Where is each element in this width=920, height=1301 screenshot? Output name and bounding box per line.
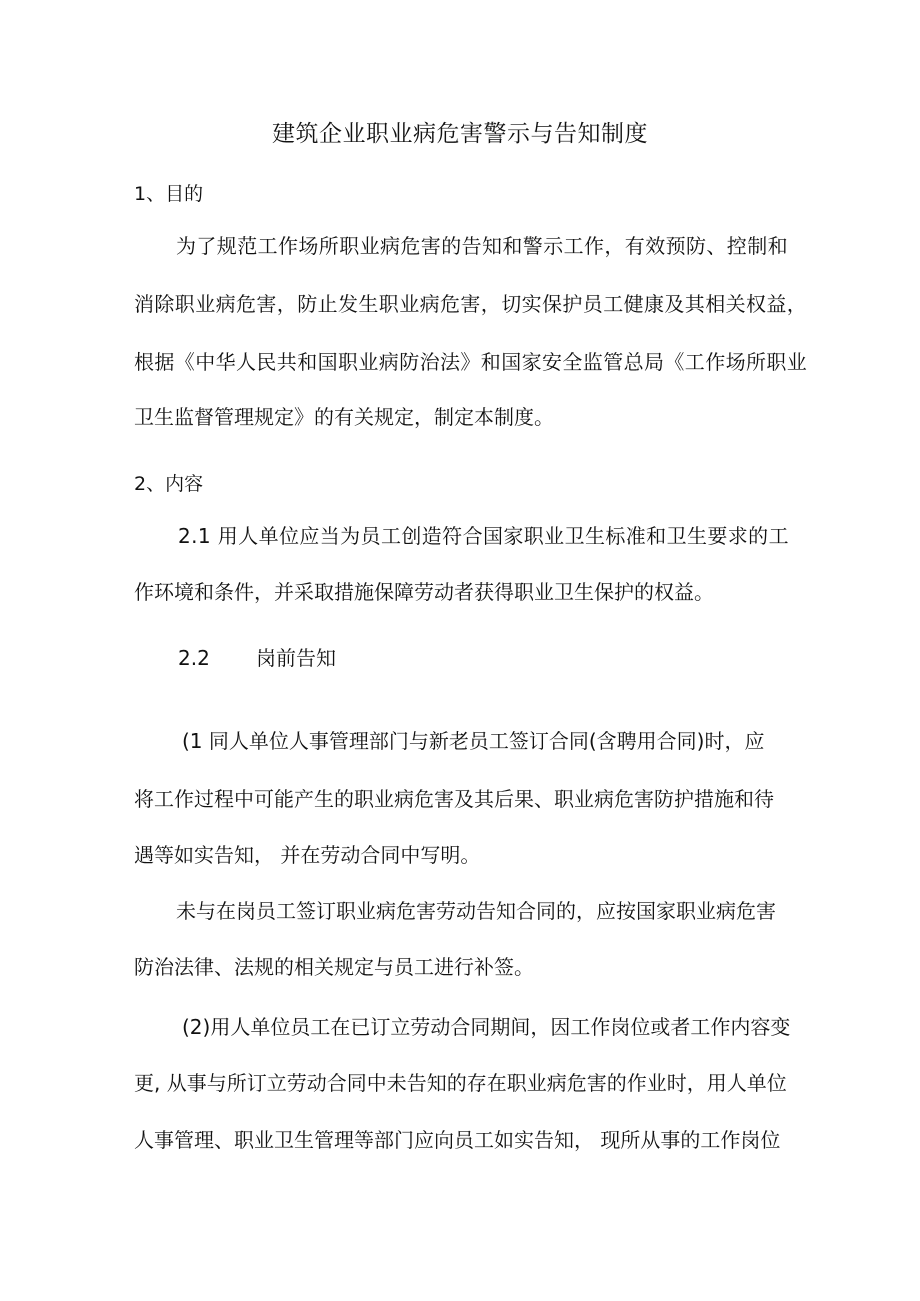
unsigned-line-2: 防治法律、法规的相关规定与员工进行补签。 [134, 955, 534, 979]
purpose-line-1: 为了规范工作场所职业病危害的告知和警示工作，有效预防、控制和 [176, 234, 788, 258]
item-2-line-2: 更, 从事与所订立劳动合同中未告知的存在职业病危害的作业时，用人单位 [134, 1071, 787, 1095]
clause-2-2-number: 2.2 [178, 646, 210, 670]
section-heading-purpose: 1、目的 [134, 183, 204, 205]
clause-2-2-heading [178, 646, 336, 670]
item-1-line-3: 遇等如实告知， 并在劳动合同中写明。 [134, 843, 481, 867]
clause-2-2-title: 岗前告知 [256, 646, 336, 670]
clause-2-1-line-1: 2.1 用人单位应当为员工创造符合国家职业卫生标准和卫生要求的工 [178, 524, 789, 548]
item-2-line-1: (2)用人单位员工在已订立劳动合同期间，因工作岗位或者工作内容变 [182, 1015, 791, 1039]
section-heading-content: 2、内容 [134, 473, 204, 495]
clause-2-1-line-2: 作环境和条件，并采取措施保障劳动者获得职业卫生保护的权益。 [134, 580, 714, 604]
unsigned-line-1: 未与在岗员工签订职业病危害劳动告知合同的，应按国家职业病危害 [176, 899, 776, 923]
item-2-line-3: 人事管理、职业卫生管理等部门应向员工如实告知， 现所从事的工作岗位 [134, 1128, 781, 1152]
purpose-line-2: 消除职业病危害，防止发生职业病危害，切实保护员工健康及其相关权益， [134, 292, 808, 316]
item-1-line-1: (1 同人单位人事管理部门与新老员工签订合同(含聘用合同)时，应 [182, 729, 765, 753]
item-1-line-2: 将工作过程中可能产生的职业病危害及其后果、职业病危害防护措施和待 [134, 787, 774, 811]
purpose-line-4: 卫生监督管理规定》的有关规定，制定本制度。 [134, 405, 554, 429]
document-title: 建筑企业职业病危害警示与告知制度 [272, 121, 648, 147]
purpose-line-3: 根据《中华人民共和国职业病防治法》和国家安全监管总局《工作场所职业 [134, 350, 808, 374]
